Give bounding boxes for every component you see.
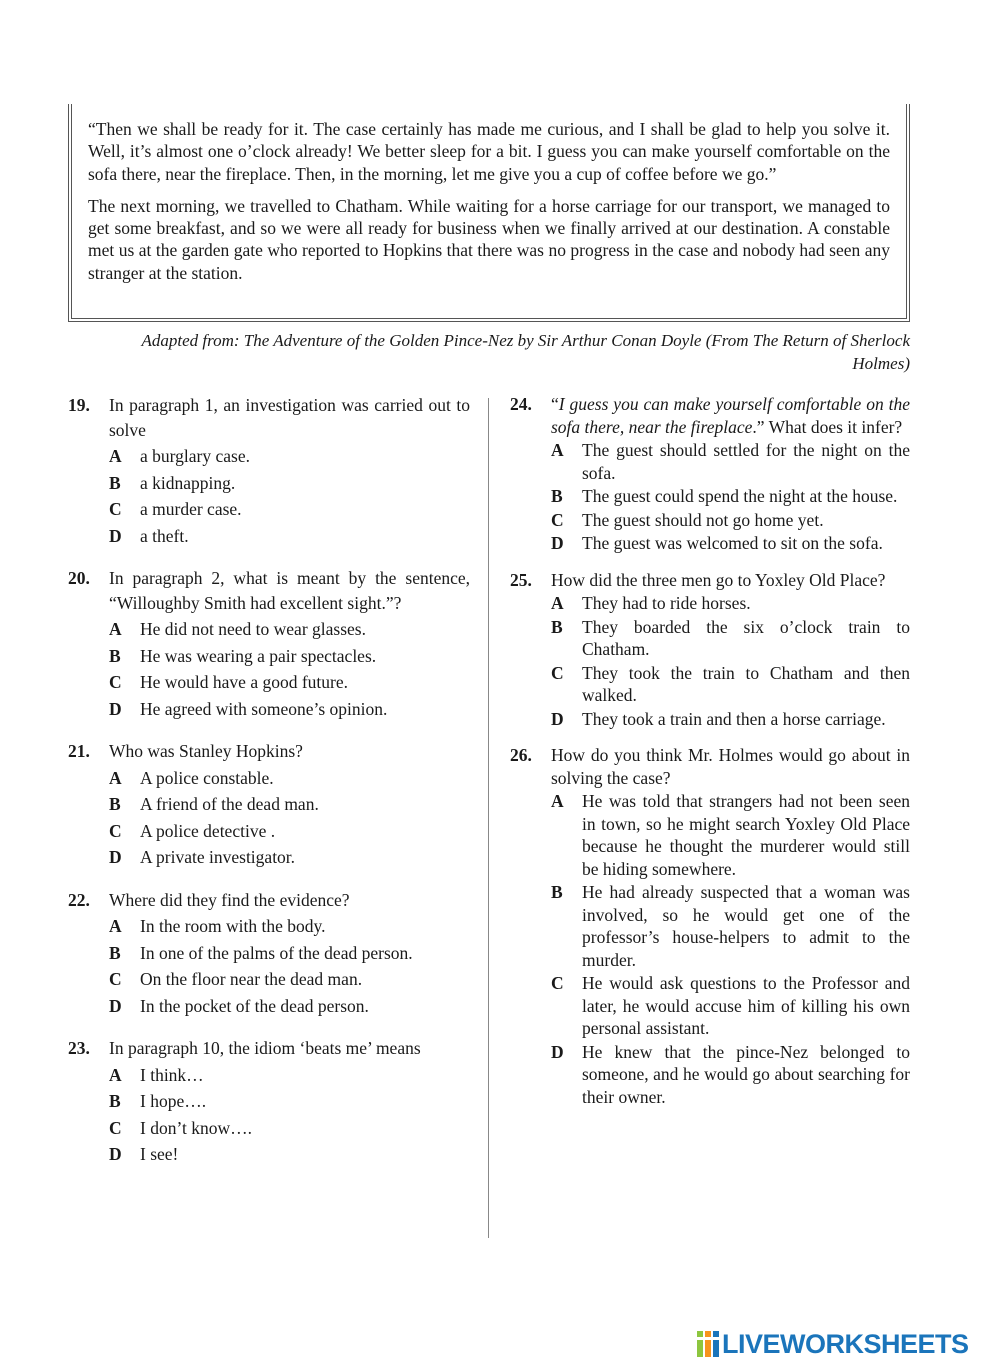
answer-option-text: The guest should settled for the night on the sofa. xyxy=(582,440,910,483)
answer-option-letter: A xyxy=(109,619,122,639)
answer-option[interactable] xyxy=(551,439,910,484)
answer-option-letter: D xyxy=(551,708,564,729)
answer-option-text: In one of the palms of the dead person. xyxy=(140,942,413,963)
source-citation: Adapted from: The Adventure of the Golden Pince-Nez by Sir Arthur Conan Doyle (From The Return of Sherlock Holmes) xyxy=(141,331,910,373)
question-quote-open: “ xyxy=(551,394,559,414)
answer-option[interactable] xyxy=(109,819,470,844)
answer-option[interactable] xyxy=(109,617,470,642)
answer-option[interactable] xyxy=(109,845,470,870)
answer-option[interactable] xyxy=(551,592,910,615)
answer-option[interactable] xyxy=(109,444,470,469)
passage-paragraph-1: “Then we shall be ready for it. The case certainly has made me curious, and I shall be glad to help you solve it. Well, it’s almost one o’clock already! We better sleep for a bit. I guess you can make yourself comfortable on the sofa there, near the fireplace. Then, in the morning, let me give you a cup of coffee before we go.” xyxy=(88,119,890,184)
answer-option-text: The guest could spend the night at the house. xyxy=(582,486,898,506)
question-24 xyxy=(510,393,910,555)
answer-option-text: a burglary case. xyxy=(140,446,250,466)
liveworksheets-logo-icon xyxy=(697,1331,719,1357)
answer-option-letter: C xyxy=(109,499,122,519)
answer-option-letter: B xyxy=(109,794,121,814)
question-text: How do you think Mr. Holmes would go about in solving the case? xyxy=(551,745,910,788)
answer-option[interactable] xyxy=(551,972,910,1040)
answer-option-letter: B xyxy=(551,882,563,902)
question-stem xyxy=(68,739,470,764)
answer-option[interactable] xyxy=(551,708,910,731)
liveworksheets-logo-text: LIVEWORKSHEETS xyxy=(722,1328,969,1359)
question-stem xyxy=(68,566,470,615)
question-text: How did the three men go to Yoxley Old Place? xyxy=(551,569,886,590)
answer-option-letter: C xyxy=(551,662,564,683)
answer-option-text: I see! xyxy=(140,1144,179,1164)
answer-option-letter: D xyxy=(551,533,564,553)
question-text xyxy=(551,393,910,438)
answer-option[interactable] xyxy=(551,662,910,707)
answer-option-text: A friend of the dead man. xyxy=(140,794,319,814)
question-number: 24. xyxy=(510,394,532,414)
question-number: 26. xyxy=(510,745,532,765)
question-number: 19. xyxy=(68,395,90,415)
question-22 xyxy=(68,888,470,1019)
answer-option-text: He would have a good future. xyxy=(140,672,348,692)
question-text: In paragraph 2, what is meant by the sentence, “Willoughby Smith had excellent sight.”? xyxy=(109,568,470,613)
answer-option-letter: D xyxy=(109,847,122,867)
answer-option-letter: B xyxy=(109,1091,121,1111)
question-19 xyxy=(68,393,470,548)
answer-option-text: A police detective . xyxy=(140,820,276,841)
question-number: 22. xyxy=(68,889,90,910)
answer-option[interactable] xyxy=(551,790,910,880)
answer-option-text: a murder case. xyxy=(140,499,242,519)
answer-option[interactable] xyxy=(109,1116,470,1141)
answer-option[interactable] xyxy=(109,644,470,669)
question-number: 23. xyxy=(68,1038,90,1058)
answer-option-letter: C xyxy=(109,672,122,692)
answer-option-text: He did not need to wear glasses. xyxy=(140,619,366,639)
answer-option[interactable] xyxy=(109,1142,470,1167)
answer-option-letter: A xyxy=(109,1064,122,1085)
answer-option-text: He had already suspected that a woman was involved, so he would get one of the professor’s house-helpers to admit to the murder. xyxy=(582,882,910,970)
answer-option-letter: C xyxy=(109,969,122,989)
answer-option[interactable] xyxy=(109,497,470,522)
answer-option-text: He knew that the pince-Nez belonged to someone, and he would go about searching for their owner. xyxy=(582,1041,910,1107)
column-divider xyxy=(488,398,489,1238)
answer-option-text: A private investigator. xyxy=(140,847,296,867)
answer-option-letter: C xyxy=(109,1117,122,1138)
liveworksheets-logo xyxy=(697,1330,969,1358)
answer-option-letter: B xyxy=(551,616,563,637)
answer-option-letter: C xyxy=(551,973,564,993)
question-stem xyxy=(68,888,470,913)
answer-option[interactable] xyxy=(109,941,470,966)
answer-option-text: They took the train to Chatham and then walked. xyxy=(582,662,910,705)
question-text: Who was Stanley Hopkins? xyxy=(109,741,303,761)
answer-option-letter: B xyxy=(109,645,121,666)
question-quote-close: .” What does it infer? xyxy=(752,416,903,437)
answer-option[interactable] xyxy=(109,670,470,695)
answer-option-text: They took a train and then a horse carriage. xyxy=(582,708,886,729)
answer-option[interactable] xyxy=(551,532,910,555)
answer-option-letter: C xyxy=(551,509,564,530)
answer-option[interactable] xyxy=(109,967,470,992)
question-26 xyxy=(510,744,910,1108)
answer-option-letter: A xyxy=(551,440,564,460)
answer-option[interactable] xyxy=(551,1041,910,1109)
question-stem xyxy=(68,1036,470,1061)
answer-option-text: On the floor near the dead man. xyxy=(140,969,363,989)
answer-option[interactable] xyxy=(109,766,470,791)
answer-option-text: He agreed with someone’s opinion. xyxy=(140,698,388,719)
question-text: In paragraph 10, the idiom ‘beats me’ means xyxy=(109,1038,421,1058)
answer-option[interactable] xyxy=(109,994,470,1019)
question-number: 25. xyxy=(510,569,532,590)
question-25 xyxy=(510,569,910,731)
question-text: Where did they find the evidence? xyxy=(109,889,350,910)
question-text: In paragraph 1, an investigation was carried out to solve xyxy=(109,395,470,440)
answer-option-text: They boarded the six o’clock train to Chatham. xyxy=(582,616,910,659)
answer-option[interactable] xyxy=(109,792,470,817)
answer-option[interactable] xyxy=(109,914,470,939)
answer-option-text: He would ask questions to the Professor and later, he would accuse him of killing his own personal assistant. xyxy=(582,973,910,1038)
answer-option[interactable] xyxy=(551,881,910,971)
question-stem xyxy=(510,569,910,592)
question-number: 20. xyxy=(68,568,90,588)
answer-option-letter: D xyxy=(109,1144,122,1164)
answer-option-letter: B xyxy=(551,486,563,506)
answer-option-letter: A xyxy=(551,791,564,811)
answer-option-text: The guest should not go home yet. xyxy=(582,509,824,530)
answer-option-letter: B xyxy=(109,942,121,963)
answer-option-text: In the room with the body. xyxy=(140,916,326,936)
answer-option[interactable] xyxy=(551,616,910,661)
answer-option[interactable] xyxy=(551,509,910,532)
question-number: 21. xyxy=(68,741,90,761)
answer-option[interactable] xyxy=(109,524,470,549)
answer-option-letter: D xyxy=(551,1041,564,1062)
answer-option-letter: A xyxy=(109,446,122,466)
answer-option-text: a kidnapping. xyxy=(140,472,236,493)
answer-option[interactable] xyxy=(109,471,470,496)
answer-option[interactable] xyxy=(109,1089,470,1114)
answer-option-letter: A xyxy=(551,593,564,613)
answer-option[interactable] xyxy=(109,1063,470,1088)
passage-box xyxy=(68,104,910,322)
question-quote: I guess you can make yourself comfortable on the sofa there, near the fireplace xyxy=(551,394,910,437)
answer-option-text: I don’t know…. xyxy=(140,1117,252,1138)
question-21 xyxy=(68,739,470,870)
answer-option[interactable] xyxy=(109,697,470,722)
answer-option-letter: D xyxy=(109,995,122,1016)
answer-option-text: He was wearing a pair spectacles. xyxy=(140,645,377,666)
answer-option-text: I think… xyxy=(140,1064,204,1085)
answer-option-letter: A xyxy=(109,916,122,936)
answer-option-letter: D xyxy=(109,525,122,546)
answer-option-text: a theft. xyxy=(140,525,189,546)
questions-left-column xyxy=(68,393,470,1185)
answer-option-letter: D xyxy=(109,698,122,719)
question-stem xyxy=(510,393,910,438)
answer-option-text: He was told that strangers had not been seen in town, so he might search Yoxley Old Place because he thought the murderer would still be hiding somewhere. xyxy=(582,791,910,879)
answer-option-text: In the pocket of the dead person. xyxy=(140,995,369,1016)
answer-option[interactable] xyxy=(551,485,910,508)
answer-option-text: A police constable. xyxy=(140,767,274,788)
answer-option-text: The guest was welcomed to sit on the sofa. xyxy=(582,533,883,553)
answer-option-letter: C xyxy=(109,820,122,841)
answer-option-text: I hope…. xyxy=(140,1091,207,1111)
question-stem xyxy=(68,393,470,442)
question-23 xyxy=(68,1036,470,1167)
question-20 xyxy=(68,566,470,721)
answer-option-letter: B xyxy=(109,472,121,493)
question-stem xyxy=(510,744,910,789)
answer-option-text: They had to ride horses. xyxy=(582,593,751,613)
passage-paragraph-2: The next morning, we travelled to Chatham. While waiting for a horse carriage for our transport, we managed to get some breakfast, and so we were all ready for business when we finally arrived at our destination. A constable met us at the garden gate who reported to Hopkins that there was no progress in the case and nobody had seen any stranger at the station. xyxy=(88,195,890,283)
questions-right-column xyxy=(510,393,910,1122)
answer-option-letter: A xyxy=(109,767,122,788)
